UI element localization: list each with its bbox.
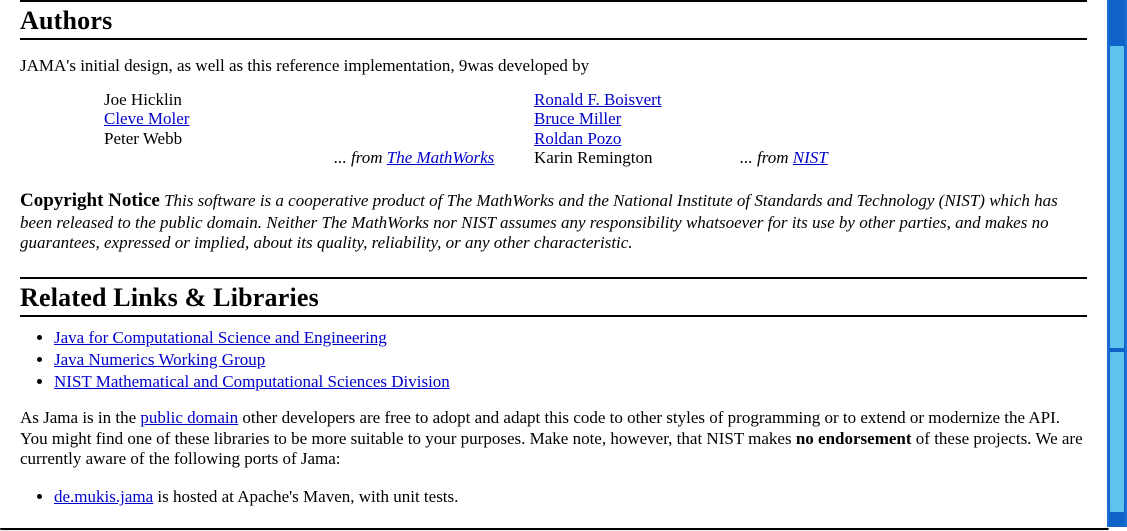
table-row xyxy=(20,148,828,168)
authors-title-underline xyxy=(20,38,1087,40)
authors-section-header xyxy=(20,0,1087,40)
no-endorsement-emphasis: no endorsement xyxy=(795,428,912,448)
author-link-roldan-pozo-anchor[interactable]: Roldan Pozo xyxy=(534,128,622,148)
author-link-ronald-boisvert[interactable] xyxy=(534,90,734,110)
affiliation-nist xyxy=(734,148,828,168)
author-link-cleve-moler[interactable] xyxy=(20,109,334,129)
table-row xyxy=(20,109,828,129)
paragraph-part-1: As Jama is in the xyxy=(20,408,141,428)
list-item[interactable] xyxy=(54,486,1087,508)
link-java-computational-science[interactable]: Java for Computational Science and Engineering xyxy=(54,328,387,347)
paragraph-part-2: other developers are free to adopt and adapt this code to other styles of programming or to extend or modernize the API. You might find one of these libraries to be more suitable to your purposes. Make note, however, that NIST makes xyxy=(20,408,1061,448)
right-from-cell-blank-3 xyxy=(734,129,828,149)
vertical-scrollbar[interactable] xyxy=(1107,0,1127,527)
copyright-label: Copyright Notice xyxy=(20,189,160,211)
authors-intro-text: JAMA's initial design, as well as this reference implementation, 9was developed by xyxy=(20,55,590,75)
table-row xyxy=(20,129,828,149)
right-from-cell-blank xyxy=(734,90,828,110)
related-divider-bottom xyxy=(20,315,1087,317)
copyright-notice xyxy=(20,190,1087,254)
right-from-cell-blank-2 xyxy=(734,109,828,129)
list-item[interactable] xyxy=(54,371,1087,393)
copyright-text: This software is a cooperative product of The MathWorks and the National Institute of Standards and Technology (NIST) which has been released to the public domain. Neither The MathWorks nor NIST assumes any responsibility whatsoever for its use by other parties, and makes no guarantees, expressed or implied, about its quality, reliability, or any other characteristic. xyxy=(20,190,1058,253)
related-divider-top xyxy=(20,277,1087,279)
top-divider xyxy=(20,0,1087,2)
related-links-title: Related Links & Libraries xyxy=(20,283,319,313)
author-link-bruce-miller[interactable] xyxy=(534,109,734,129)
related-links-section xyxy=(20,277,1087,508)
list-item[interactable] xyxy=(54,349,1087,371)
scrollbar-thumb-upper[interactable] xyxy=(1110,46,1124,348)
affiliation-nist-link[interactable]: NIST xyxy=(792,148,828,168)
author-link-bruce-miller-anchor[interactable]: Bruce Miller xyxy=(534,109,622,129)
left-from-cell-blank xyxy=(334,90,534,110)
author-link-roldan-pozo[interactable] xyxy=(534,129,734,149)
author-name-peter-webb: Peter Webb xyxy=(104,128,183,148)
left-names-blank xyxy=(20,148,334,168)
affiliation-mathworks-prefix: ... from xyxy=(334,148,387,168)
authors-table xyxy=(20,90,828,168)
author-link-ronald-boisvert-anchor[interactable]: Ronald F. Boisvert xyxy=(534,89,662,109)
author-link-cleve-moler-anchor[interactable]: Cleve Moler xyxy=(104,109,190,129)
port-description: is hosted at Apache's Maven, with unit tests. xyxy=(153,487,459,507)
scrollbar-thumb-lower[interactable] xyxy=(1110,352,1124,512)
link-nist-math-division[interactable]: NIST Mathematical and Computational Sciences Division xyxy=(54,371,450,391)
link-java-numerics-working-group[interactable]: Java Numerics Working Group xyxy=(54,349,266,369)
link-public-domain[interactable]: public domain xyxy=(140,408,239,428)
affiliation-mathworks-link[interactable]: The MathWorks xyxy=(386,148,495,168)
left-from-cell-blank-2 xyxy=(334,109,534,129)
link-de-mukis-jama[interactable]: de.mukis.jama xyxy=(54,487,154,507)
table-row xyxy=(20,90,828,110)
jama-public-domain-paragraph xyxy=(20,408,1087,469)
paragraph-part-3: of these projects. We are currently aware of the following ports of Jama: xyxy=(20,428,1083,469)
affiliation-mathworks xyxy=(334,148,534,168)
left-from-cell-blank-3 xyxy=(334,129,534,149)
related-links-list xyxy=(20,327,1087,392)
author-name-karin-remington: Karin Remington xyxy=(534,148,653,168)
affiliation-nist-prefix: ... from xyxy=(740,148,793,168)
list-item[interactable] xyxy=(54,327,1087,349)
jama-ports-list xyxy=(20,486,1087,508)
page-title: Authors xyxy=(20,6,113,35)
author-name-joe-hicklin: Joe Hicklin xyxy=(104,89,182,109)
